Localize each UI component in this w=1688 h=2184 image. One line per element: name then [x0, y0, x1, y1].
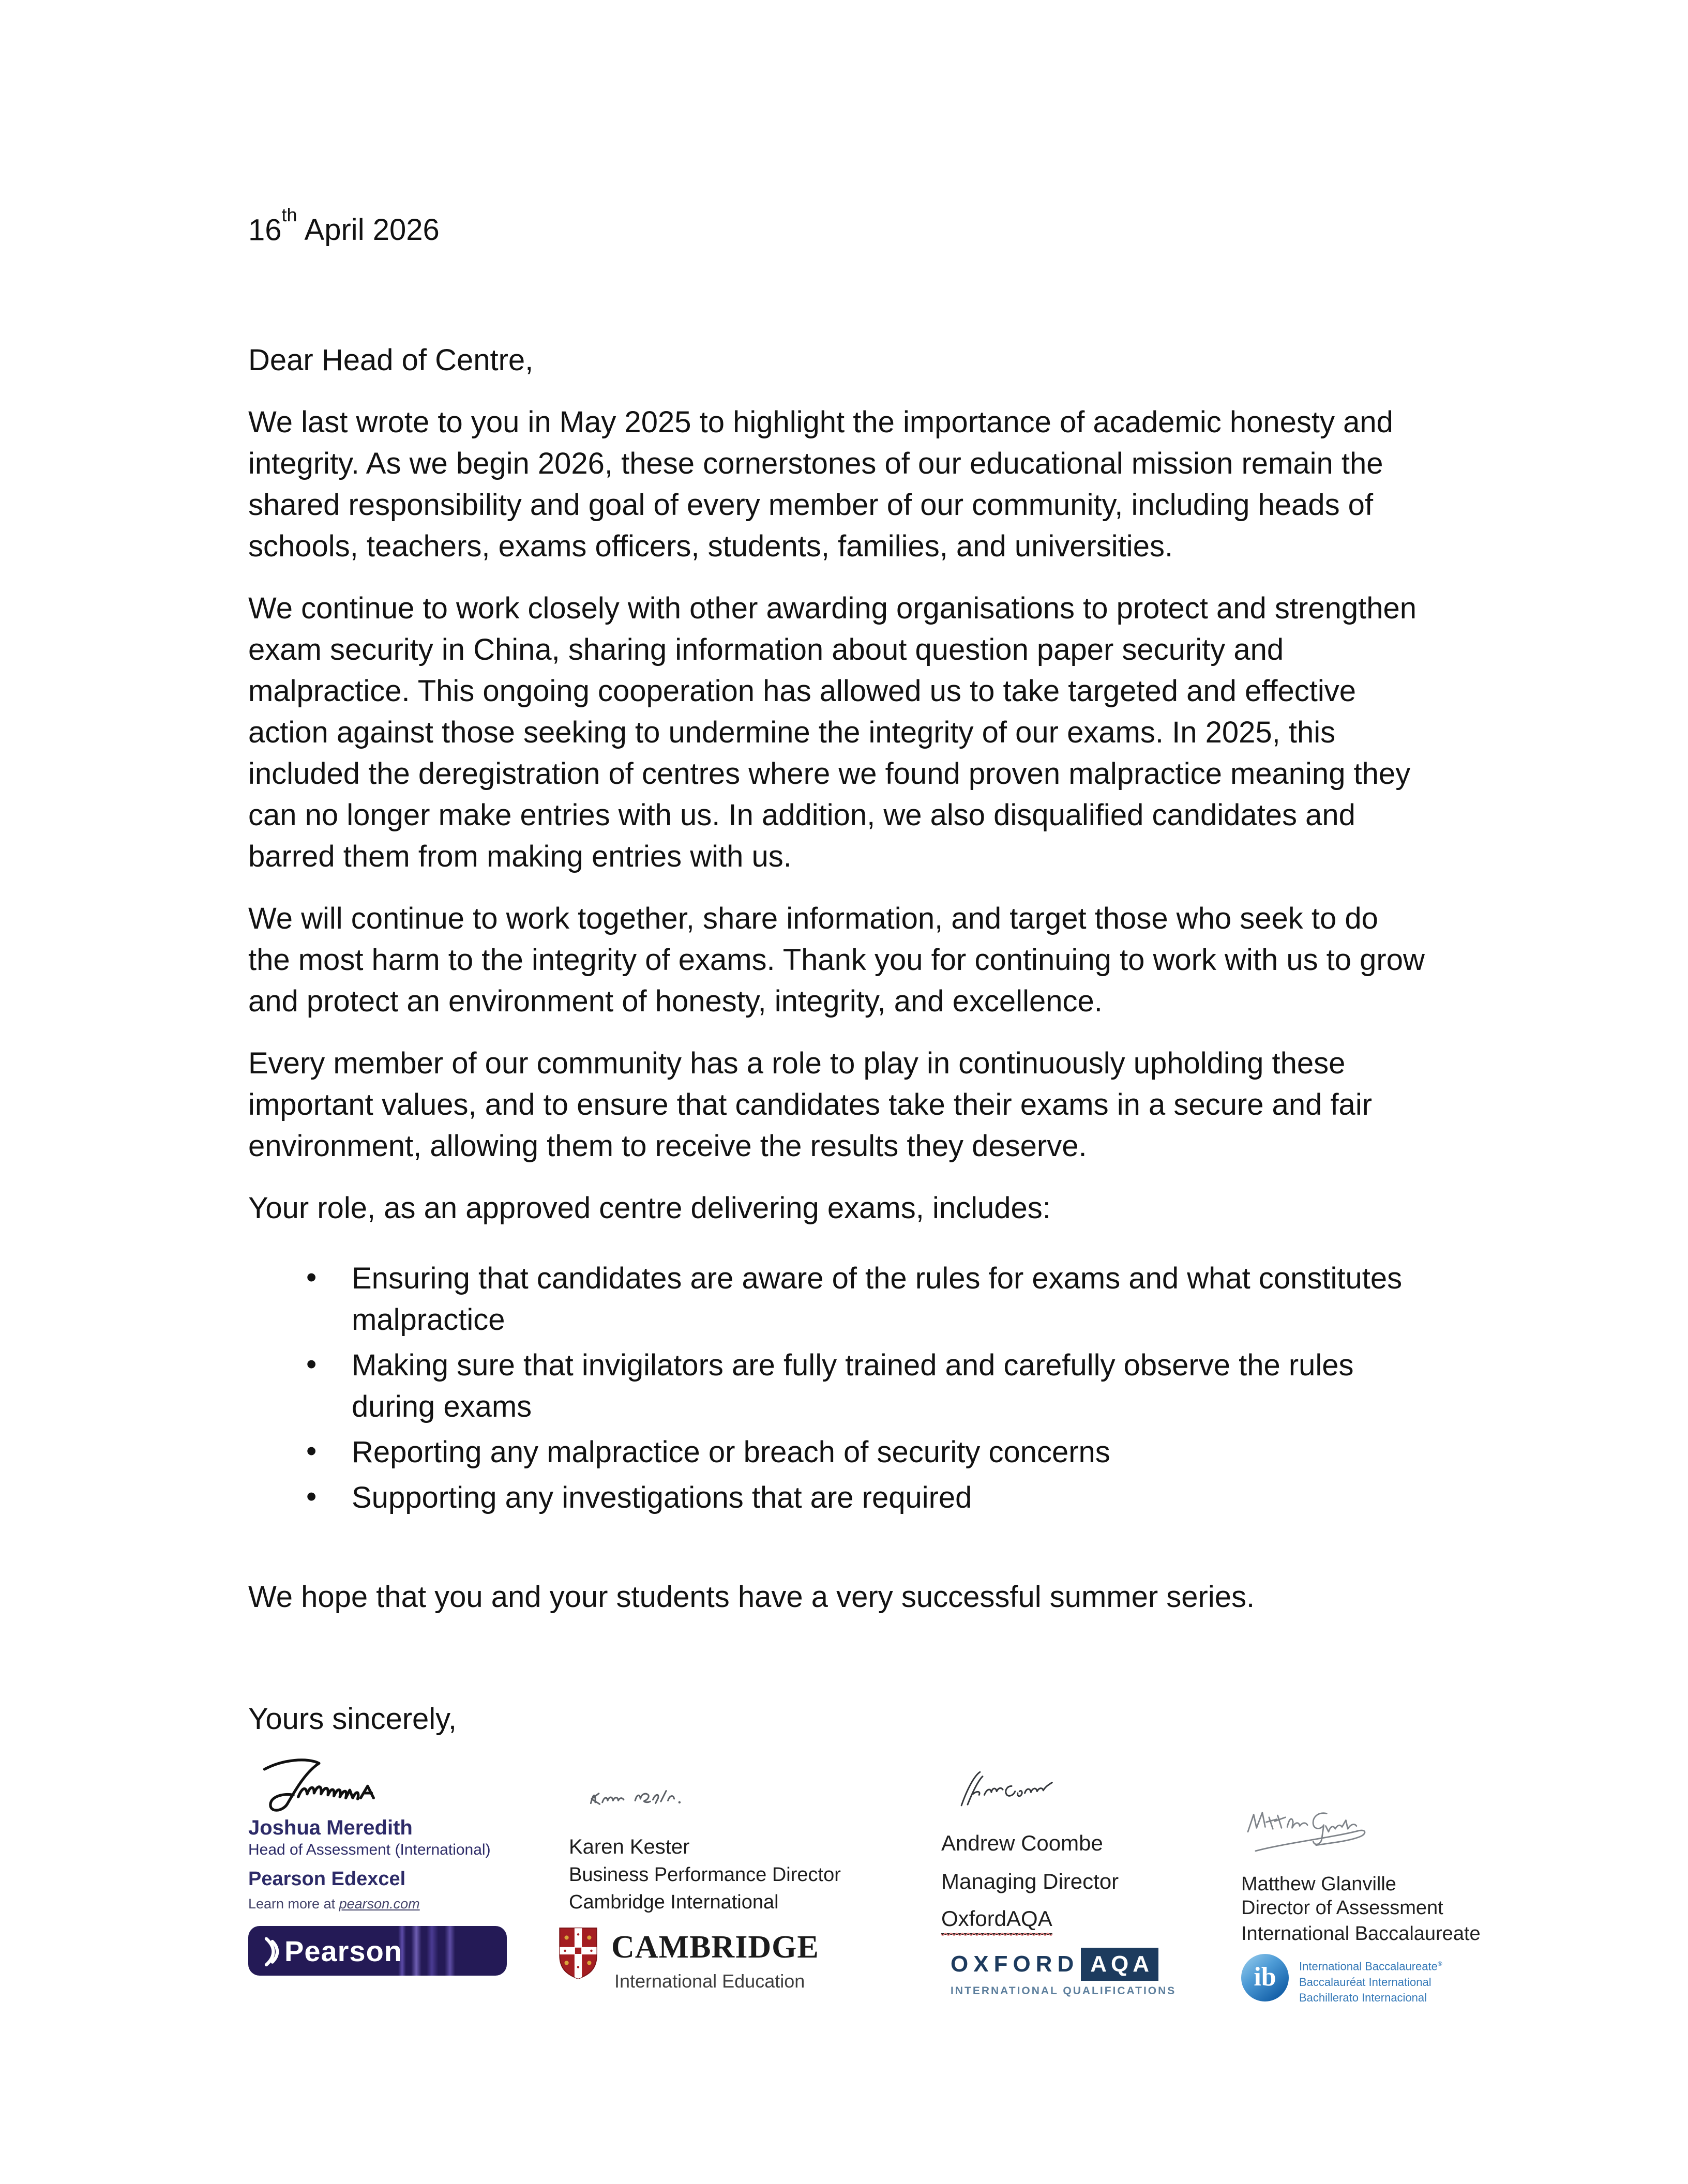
text-line: the most harm to the integrity of exams. Thank you for continuing to work with us to grow — [248, 943, 1425, 977]
oxfordaqa-underlined-text: OxfordAQA — [941, 1906, 1052, 1931]
signatory-title: Managing Director — [941, 1869, 1119, 1894]
ib-logo — [1241, 1954, 1442, 2005]
salutation: Dear Head of Centre, — [248, 343, 534, 377]
text-line: schools, teachers, exams officers, students, families, and universities. — [248, 529, 1173, 564]
text-line: shared responsibility and goal of every member of our community, including heads of — [248, 488, 1374, 522]
ib-monogram: ib — [1254, 1962, 1276, 1992]
text-line: malpractice — [352, 1303, 505, 1337]
learn-more-text: Learn more at — [248, 1896, 339, 1912]
signatory-name: Matthew Glanville — [1241, 1873, 1396, 1895]
bullet-item — [248, 1432, 1512, 1473]
text-line: We will continue to work together, share information, and target those who seek to do — [248, 902, 1378, 936]
signature-andrew-coombe — [946, 1767, 1065, 1811]
text-line: action against those seeking to undermine the integrity of our exams. In 2025, this — [248, 716, 1336, 750]
pearson-logo — [248, 1926, 507, 1976]
signature-joshua-meredith — [252, 1755, 408, 1815]
signatory-organisation: International Baccalaureate — [1241, 1923, 1481, 1945]
text-line: We continue to work closely with other awarding organisations to protect and strengthen — [248, 592, 1416, 626]
paragraph — [248, 898, 1512, 1022]
ib-logo-text — [1299, 1956, 1442, 2005]
bullet-item — [248, 1477, 1512, 1519]
ib-logo-line-en-text: International Baccalaureate — [1299, 1960, 1438, 1973]
bullet-item — [248, 1258, 1512, 1341]
signoff: Yours sincerely, — [248, 1702, 457, 1736]
role-intro: Your role, as an approved centre delivering exams, includes: — [248, 1191, 1051, 1225]
paragraph — [248, 588, 1512, 877]
pearson-swoosh-icon — [262, 1935, 280, 1967]
ib-logo-line-fr: Baccalauréat International — [1299, 1975, 1431, 1989]
text-line: We last wrote to you in May 2025 to highlight the importance of academic honesty and — [248, 405, 1393, 439]
cambridge-shield-icon — [557, 1926, 599, 1981]
text-line: important values, and to ensure that candidates take their exams in a secure and fair — [248, 1088, 1373, 1122]
text-line: integrity. As we begin 2026, these cornerstones of our educational mission remain the — [248, 447, 1383, 481]
pearson-link[interactable]: pearson.com — [339, 1896, 420, 1912]
letter-date — [248, 203, 1512, 251]
text-line: barred them from making entries with us. — [248, 840, 792, 874]
signatory-name: Karen Kester — [569, 1836, 690, 1859]
signature-matthew-glanville — [1241, 1801, 1376, 1859]
text-line: during exams — [352, 1390, 532, 1424]
paragraph — [248, 1043, 1512, 1167]
signatory-name: Joshua Meredith — [248, 1816, 413, 1840]
signatory-organisation — [941, 1906, 1052, 1935]
signature-karen-kester — [577, 1780, 701, 1811]
date-day: 16 — [248, 213, 282, 247]
cambridge-tagline: International Education — [614, 1970, 805, 1992]
ib-logo-line-en — [1299, 1956, 1442, 1974]
cambridge-logo — [557, 1926, 819, 1992]
text-line: • Ensuring that candidates are aware of the rules for exams and what constitutes — [352, 1262, 1403, 1296]
date-ordinal: th — [281, 204, 297, 225]
cambridge-wordmark: CAMBRIDGE — [611, 1930, 819, 1965]
aqa-box-wordmark: AQA — [1081, 1948, 1158, 1981]
paragraph — [248, 402, 1512, 567]
closing-line: We hope that you and your students have a very successful summer series. — [248, 1580, 1255, 1614]
signature-strip — [248, 1755, 1512, 2055]
signatory-title: Business Performance Director — [569, 1864, 841, 1886]
text-line: can no longer make entries with us. In addition, we also disqualified candidates and — [248, 798, 1355, 832]
ib-globe-icon — [1241, 1954, 1289, 2001]
text-line: • Making sure that invigilators are fully trained and carefully observe the rules — [352, 1348, 1354, 1383]
oxfordaqa-logo — [951, 1948, 1158, 1981]
text-line: Every member of our community has a role to play in continuously upholding these — [248, 1046, 1346, 1081]
signatory-title: Head of Assessment (International) — [248, 1841, 491, 1859]
text-line: exam security in China, sharing information about question paper security and — [248, 633, 1284, 667]
cambridge-wordmark-block — [611, 1926, 819, 1992]
body-paragraphs — [248, 402, 1512, 1167]
pearson-wordmark: Pearson — [284, 1934, 402, 1967]
bullet-item — [248, 1345, 1512, 1428]
signatory-organisation: Pearson Edexcel — [248, 1868, 406, 1890]
text-line: environment, allowing them to receive the results they deserve. — [248, 1129, 1087, 1163]
pearson-learn-more — [248, 1896, 420, 1912]
text-line: included the deregistration of centres where we found proven malpractice meaning they — [248, 757, 1411, 791]
text-line: • Reporting any malpractice or breach of security concerns — [352, 1435, 1110, 1469]
role-bullet-list — [248, 1258, 1512, 1519]
registered-mark: ® — [1437, 1960, 1442, 1968]
ib-logo-line-es: Bachillerato Internacional — [1299, 1991, 1427, 2004]
signatory-name: Andrew Coombe — [941, 1831, 1103, 1856]
text-line: • Supporting any investigations that are required — [352, 1481, 972, 1515]
oxfordaqa-tagline: INTERNATIONAL QUALIFICATIONS — [951, 1985, 1177, 1997]
date-rest: April 2026 — [304, 213, 440, 247]
signatory-title: Director of Assessment — [1241, 1897, 1443, 1919]
text-line: malpractice. This ongoing cooperation has allowed us to take targeted and effective — [248, 674, 1356, 708]
text-line: and protect an environment of honesty, integrity, and excellence. — [248, 984, 1103, 1019]
signatory-organisation: Cambridge International — [569, 1891, 779, 1914]
oxford-wordmark: OXFORD — [951, 1951, 1079, 1977]
